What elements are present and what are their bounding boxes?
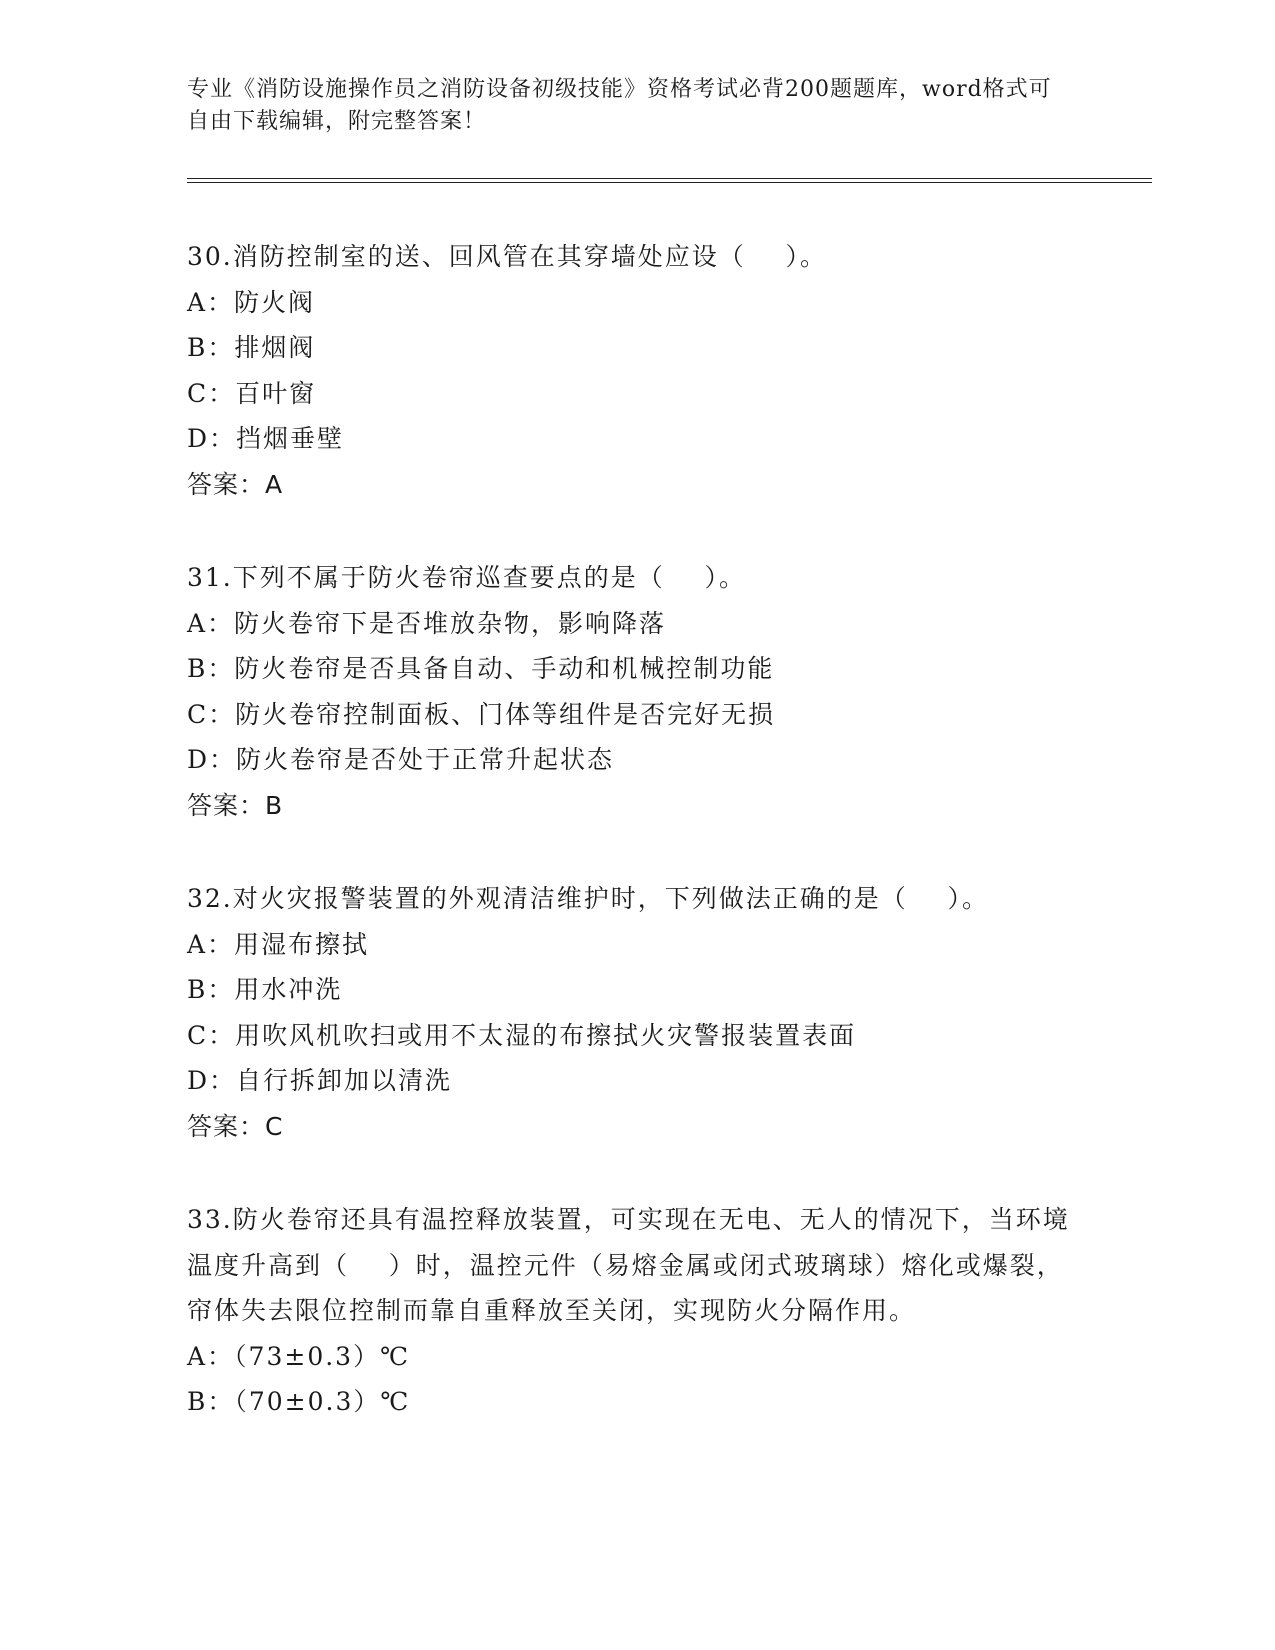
option-b: B：用水冲洗 <box>187 975 343 1004</box>
option-b: B：防火卷帘是否具备自动、手动和机械控制功能 <box>187 654 775 683</box>
question-stem: 32.对火灾报警装置的外观清洁维护时，下列做法正确的是（ ）。 <box>187 884 990 913</box>
option-a: A：（73±0.3）℃ <box>187 1341 411 1371</box>
question-30 <box>187 234 1087 507</box>
answer-line: 答案：C <box>187 1111 284 1141</box>
answer-line: 答案：B <box>187 790 284 820</box>
option-c: C：百叶窗 <box>187 378 317 408</box>
option-a: A：防火阀 <box>187 287 316 317</box>
header-rule-bottom <box>187 182 1152 183</box>
question-32 <box>187 876 1087 1149</box>
question-33 <box>187 1197 1087 1425</box>
option-c: C：用吹风机吹扫或用不太湿的布擦拭火灾警报装置表面 <box>187 1020 857 1050</box>
question-31 <box>187 555 1087 828</box>
question-list <box>187 234 1087 1473</box>
option-b: B：（70±0.3）℃ <box>187 1387 411 1416</box>
question-stem: 31.下列不属于防火卷帘巡查要点的是（ ）。 <box>187 563 747 592</box>
option-a: A：防火卷帘下是否堆放杂物，影响降落 <box>187 608 667 638</box>
option-a: A：用湿布擦拭 <box>187 929 370 959</box>
option-d: D：挡烟垂壁 <box>187 424 345 453</box>
option-d: D：自行拆卸加以清洗 <box>187 1066 453 1095</box>
option-b: B：排烟阀 <box>187 333 316 362</box>
option-d: D：防火卷帘是否处于正常升起状态 <box>187 745 615 774</box>
question-stem: 33.防火卷帘还具有温控释放装置，可实现在无电、无人的情况下，当环境温度升高到（ ）时，温控元件（易熔金属或闭式玻璃球）熔化或爆裂，帘体失去限位控制而靠自重释放至关闭，实现防火分隔作用。 <box>187 1205 1070 1325</box>
document-header: 专业《消防设施操作员之消防设备初级技能》资格考试必背200题题库，word格式可自由下载编辑，附完整答案！ <box>187 77 1052 134</box>
header-rule-top <box>187 178 1152 179</box>
answer-line: 答案：A <box>187 469 284 499</box>
question-stem: 30.消防控制室的送、回风管在其穿墙处应设（ ）。 <box>187 242 828 271</box>
option-c: C：防火卷帘控制面板、门体等组件是否完好无损 <box>187 699 776 729</box>
